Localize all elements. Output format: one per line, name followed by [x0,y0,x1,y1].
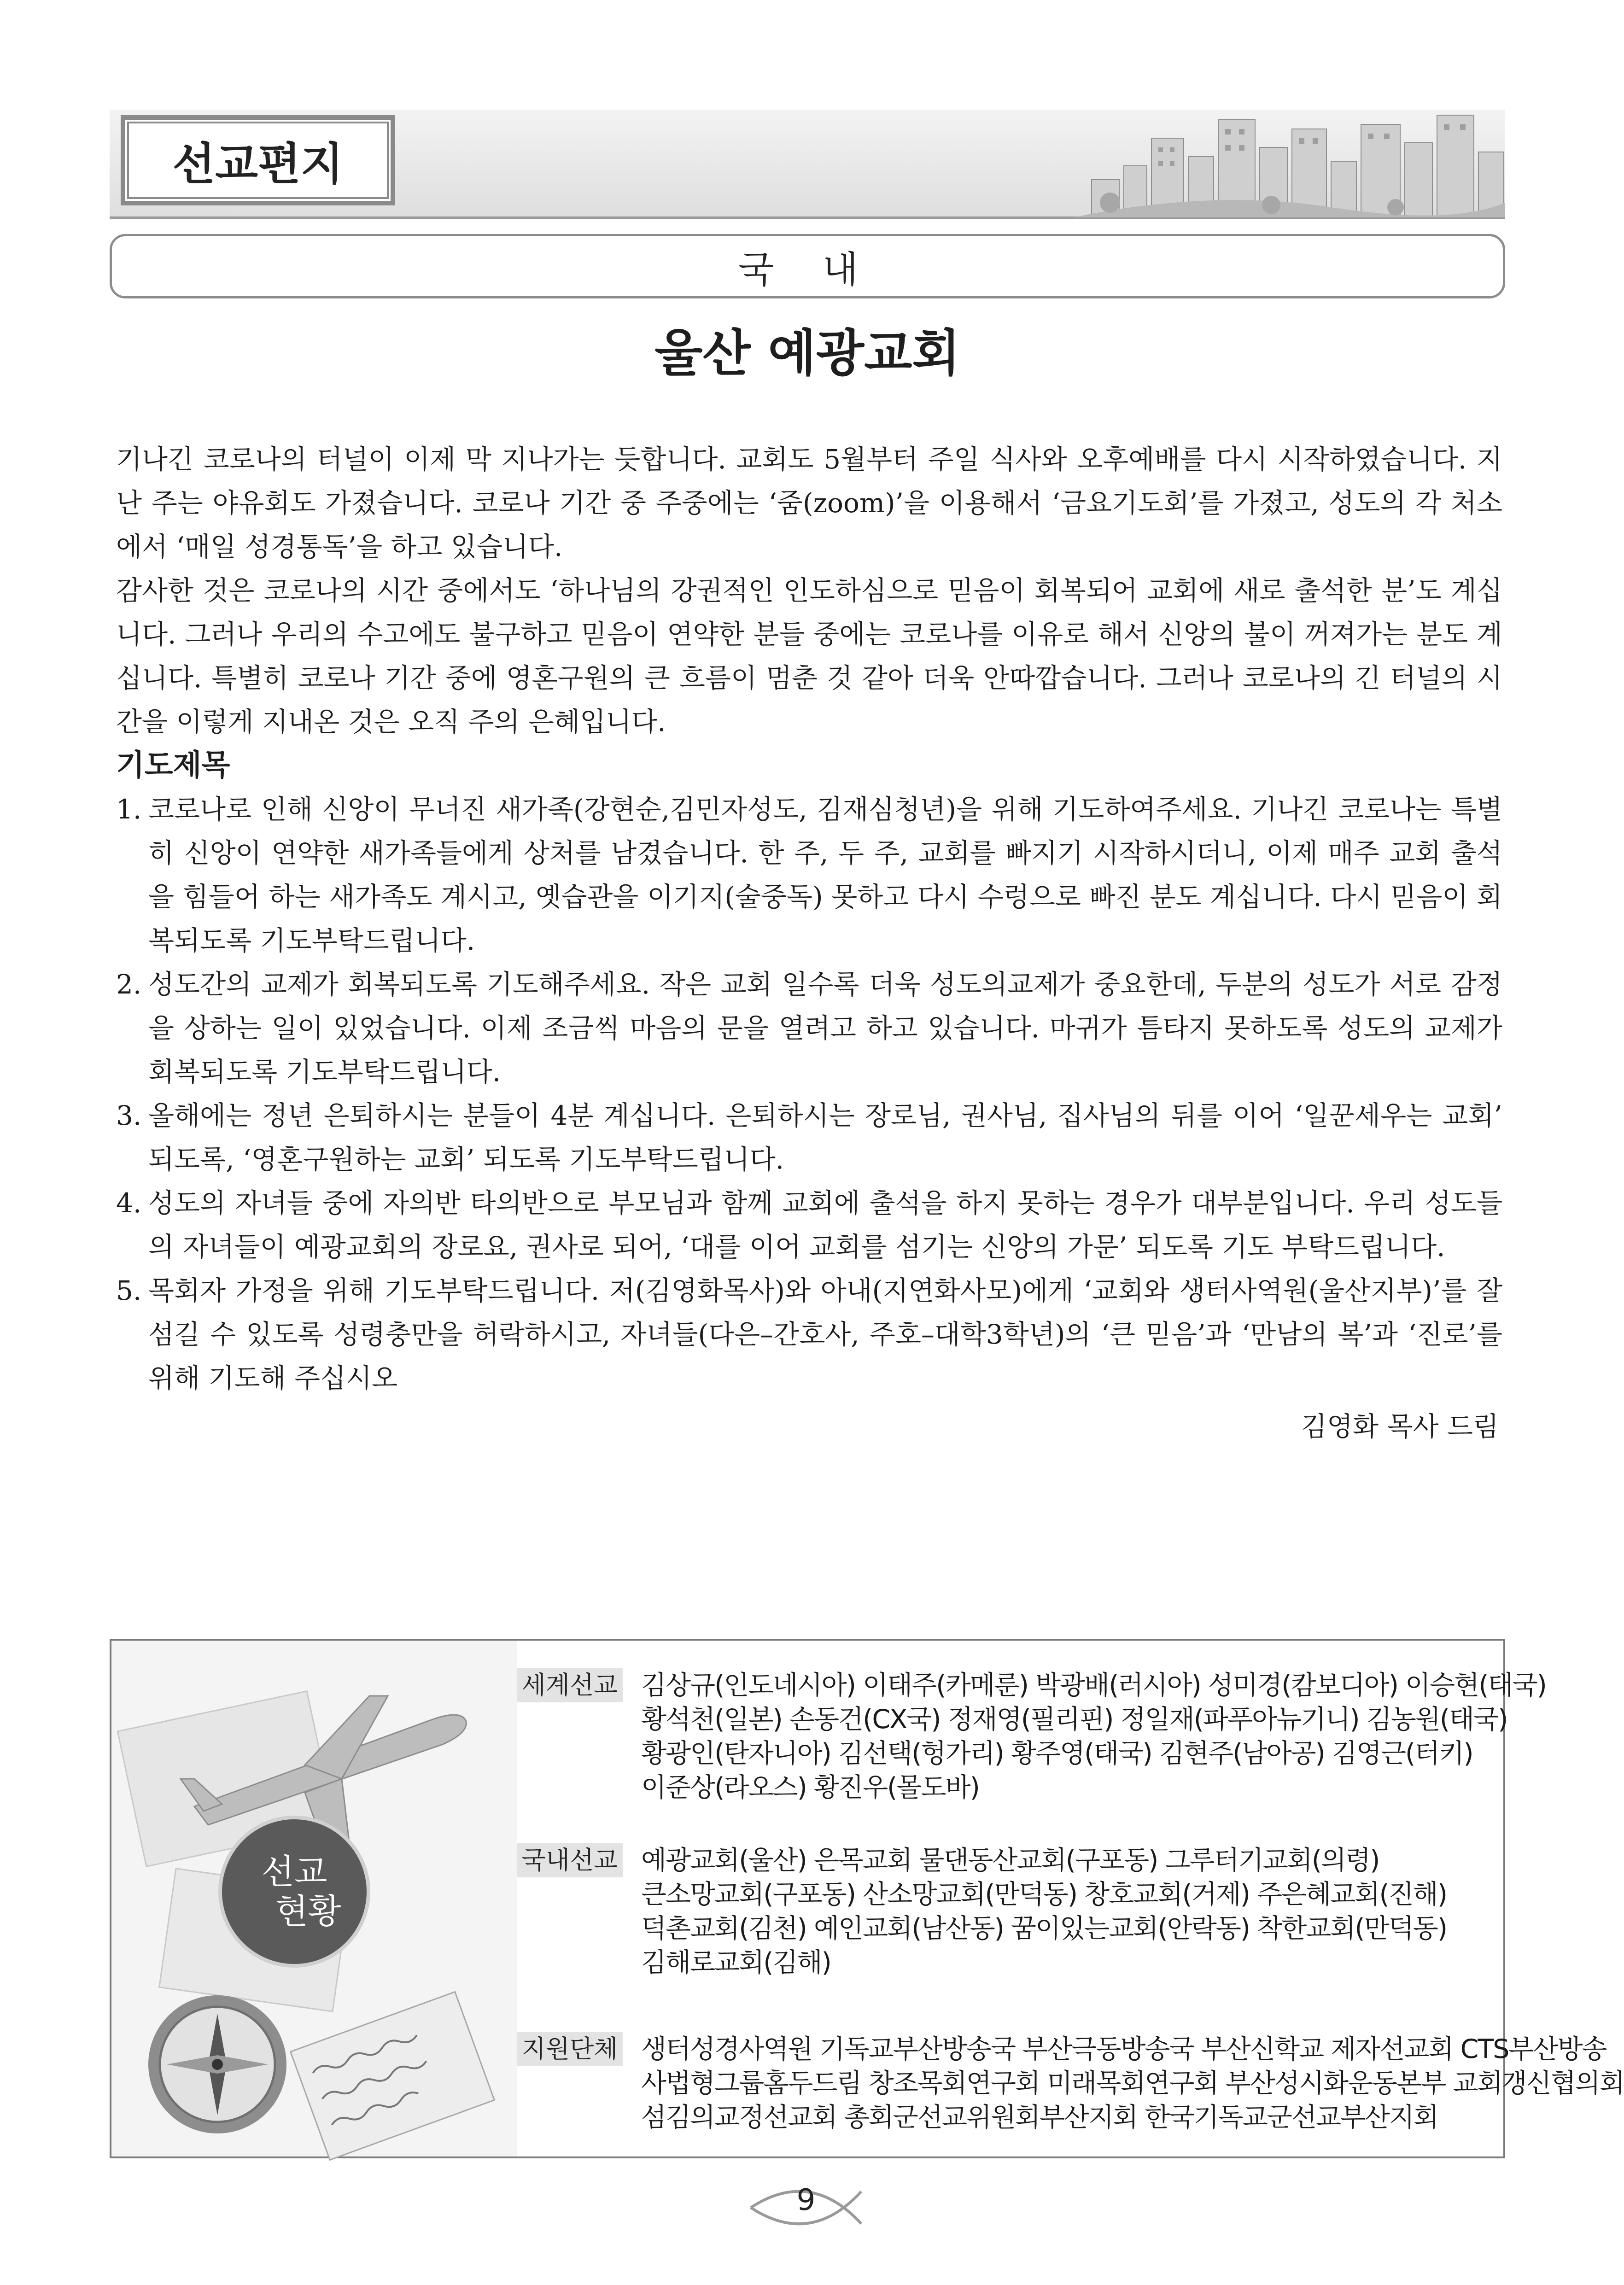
missions-status-box [110,1639,1624,2158]
domestic-missions-list [641,1843,1447,1980]
prayer-text: 성도간의 교제가 회복되도록 기도해주세요. 작은 교회 일수록 더욱 성도의교제가 중요한데, 두분의 성도가 서로 감정을 상하는 일이 있었습니다. 이제 조금씩 마음의 문을 열려고 하고 있습니다. 마귀가 틈타지 못하도록 성도의 교제가 회복되도록 기도부탁드립니다. [148,969,1502,1087]
prayer-text: 목회자 가정을 위해 기도부탁드립니다. 저(김영화목사)와 아내(지연화사모)에게 ‘교회와 생터사역원(울산지부)’를 잘 섬길 수 있도록 성령충만을 허락하시고, 자녀들(다은–간호사, 주호–대학3학년)의 ‘큰 믿음’과 ‘만남의 복’과 ‘진로’를 위해 기도해 주십시오 [148,1275,1502,1394]
mission-line: 김해로교회(김해) [641,1947,831,1978]
world-missions-list [641,1668,1546,1805]
support-groups-row [517,2032,1624,2134]
prayer-number: 2. [116,969,142,1000]
mission-line: 덕촌교회(김천) 예인교회(남산동) 꿈이있는교회(안락동) 착한교회(만덕동) [641,1913,1447,1944]
mission-line: 김상규(인도네시아) 이태주(카메룬) 박광배(러시아) 성미경(캄보디아) 이승현(태국) [641,1670,1546,1701]
intro-paragraph: 기나긴 코로나의 터널이 이제 막 지나가는 듯합니다. 교회도 5월부터 주일 식사와 오후예배를 다시 시작하였습니다. 지난 주는 야유회도 가졌습니다. 코로나 기간 중 주중에는 ‘줌(zoom)’을 이용해서 ‘금요기도회’를 가졌고, 성도의 각 처소에서 ‘매일 성경통독’을 하고 있습니다. [116,444,1502,562]
world-missions-label: 세계선교 [517,1668,623,1702]
mission-line: 예광교회(울산) 은목교회 물댄동산교회(구포동) 그루터기교회(의령) [641,1845,1379,1876]
badge-line: 현황 [275,1892,341,1931]
article-body [116,438,1502,1449]
prayer-number: 4. [116,1187,142,1219]
prayer-text: 성도의 자녀들 중에 자의반 타의반으로 부모님과 함께 교회에 출석을 하지 못하는 경우가 대부분입니다. 우리 성도들의 자녀들이 예광교회의 장로요, 권사로 되어, ‘대를 이어 교회를 섬기는 신앙의 가문’ 되도록 기도 부탁드립니다. [148,1187,1502,1262]
mission-line: 섬김의교정선교회 총회군선교위원회부산지회 한국기독교군선교부산지회 [641,2102,1438,2133]
mission-line: 황광인(탄자니아) 김선택(헝가리) 황주영(태국) 김현주(남아공) 김영근(터키) [641,1738,1473,1769]
support-groups-list [641,2032,1624,2134]
section-label: 선교편지 [127,122,389,199]
prayer-item [116,963,1502,1094]
domestic-missions-label: 국내선교 [517,1843,623,1877]
prayer-number: 5. [116,1275,142,1306]
mission-line: 큰소망교회(구포동) 산소망교회(만덕동) 창호교회(거제) 주은혜교회(진해) [641,1879,1447,1910]
article-title: 울산 예광교회 [654,325,960,382]
cityscape-illustration [1073,111,1505,217]
prayer-item [116,1094,1502,1181]
prayer-item [116,1269,1502,1400]
support-groups-label: 지원단체 [517,2032,623,2066]
section-tag [121,115,395,205]
mission-line: 생터성경사역원 기독교부산방송국 부산극동방송국 부산신학교 제자선교회 CTS부산방송 [641,2034,1606,2064]
domestic-missions-row [517,1843,1498,1980]
prayer-list [116,788,1502,1400]
mission-line: 사법형그룹홈두드림 창조목회연구회 미래목회연구회 부산성시화운동본부 교회갱신협의회 [641,2068,1624,2098]
prayer-heading: 기도제목 [116,748,230,783]
prayer-text: 코로나로 인해 신앙이 무너진 새가족(강현순,김민자성도, 김재심청년)을 위해 기도하여주세요. 기나긴 코로나는 특별히 신앙이 연약한 새가족들에게 상처를 남겼습니다. 한 주, 두 주, 교회를 빠지기 시작하시더니, 이제 매주 교회 출석을 힘들어 하는 새가족도 계시고, 옛습관을 이기지(술중독) 못하고 다시 수렁으로 빠진 분도 계십니다. 다시 믿음이 회복되도록 기도부탁드립니다. [148,794,1503,956]
prayer-number: 3. [116,1100,142,1131]
signature: 김영화 목사 드림 [1301,1411,1499,1442]
prayer-text: 올해에는 정년 은퇴하시는 분들이 4분 계십니다. 은퇴하시는 장로님, 권사님, 집사님의 뒤를 이어 ‘일꾼세우는 교회’ 되도록, ‘영혼구원하는 교회’ 되도록 기도부탁드립니다. [148,1100,1502,1175]
badge-line: 선교 [261,1852,327,1892]
compass-icon [148,1995,286,2133]
mission-line: 황석천(일본) 손동건(CX국) 정재영(필리핀) 정일재(파푸아뉴기니) 김농원(태국) [641,1704,1507,1735]
prayer-item [116,788,1502,963]
missions-status-badge [218,1816,370,1968]
prayer-number: 1. [116,794,142,825]
prayer-item [116,1181,1502,1269]
world-missions-row [517,1668,1546,1805]
intro-paragraph: 감사한 것은 코로나의 시간 중에서도 ‘하나님의 강권적인 인도하심으로 믿음이 회복되어 교회에 새로 출석한 분’도 계십니다. 그러나 우리의 수고에도 불구하고 믿음이 연약한 분들 중에는 코로나를 이유로 해서 신앙의 불이 꺼져가는 분도 계십니다. 특별히 코로나 기간 중에 영혼구원의 큰 흐름이 멈춘 것 같아 더욱 안따깝습니다. 그러나 코로나의 긴 터널의 시간을 이렇게 지내온 것은 오직 주의 은혜입니다. [116,575,1502,737]
mission-line: 이준상(라오스) 황진우(몰도바) [641,1772,979,1803]
category-bar: 국 내 [110,234,1505,298]
page-number: 9 [796,2183,816,2217]
